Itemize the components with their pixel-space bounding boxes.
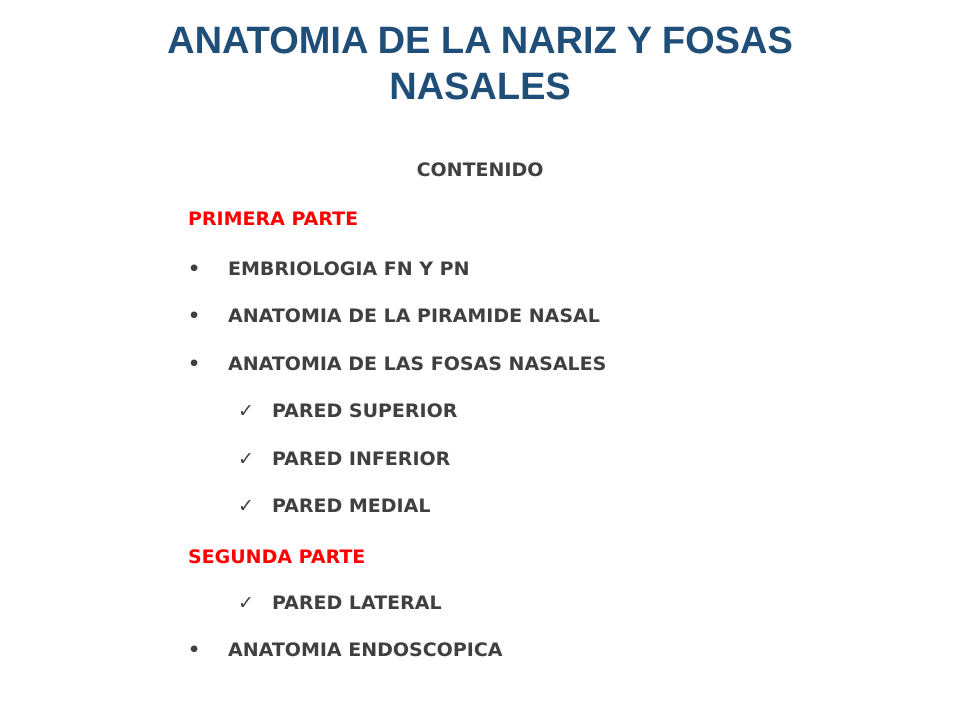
check-list-item <box>238 494 430 518</box>
list-item-text: PARED INFERIOR <box>272 448 451 470</box>
checkmark-icon: ✓ <box>238 495 254 517</box>
list-item-text: PARED LATERAL <box>272 592 442 614</box>
list-item-text: ANATOMIA ENDOSCOPICA <box>228 639 503 661</box>
section-label: SEGUNDA PARTE <box>188 546 366 568</box>
bullet-icon: • <box>188 353 201 375</box>
list-item-text: ANATOMIA DE LAS FOSAS NASALES <box>228 353 607 375</box>
bullet-icon: • <box>188 305 201 327</box>
checkmark-icon: ✓ <box>238 448 254 470</box>
check-list-item <box>238 591 442 615</box>
list-item-text: EMBRIOLOGIA FN Y PN <box>228 258 470 280</box>
section-label: PRIMERA PARTE <box>188 208 359 230</box>
checkmark-icon: ✓ <box>238 592 254 614</box>
check-list-item <box>238 447 450 471</box>
slide-title-line-1: ANATOMIA DE LA NARIZ Y FOSAS <box>167 20 793 62</box>
list-item-text: PARED SUPERIOR <box>272 400 458 422</box>
list-item <box>188 638 502 662</box>
list-item-text: PARED MEDIAL <box>272 495 431 517</box>
list-item <box>188 352 606 376</box>
list-item <box>188 304 600 328</box>
list-item <box>188 257 469 281</box>
check-list-item <box>238 399 457 423</box>
list-item-text: ANATOMIA DE LA PIRAMIDE NASAL <box>228 305 600 327</box>
slide-title-line-2: NASALES <box>389 66 571 108</box>
bullet-icon: • <box>188 639 201 661</box>
slide-title <box>0 18 960 110</box>
checkmark-icon: ✓ <box>238 400 254 422</box>
content-heading: CONTENIDO <box>416 159 544 181</box>
bullet-icon: • <box>188 258 201 280</box>
